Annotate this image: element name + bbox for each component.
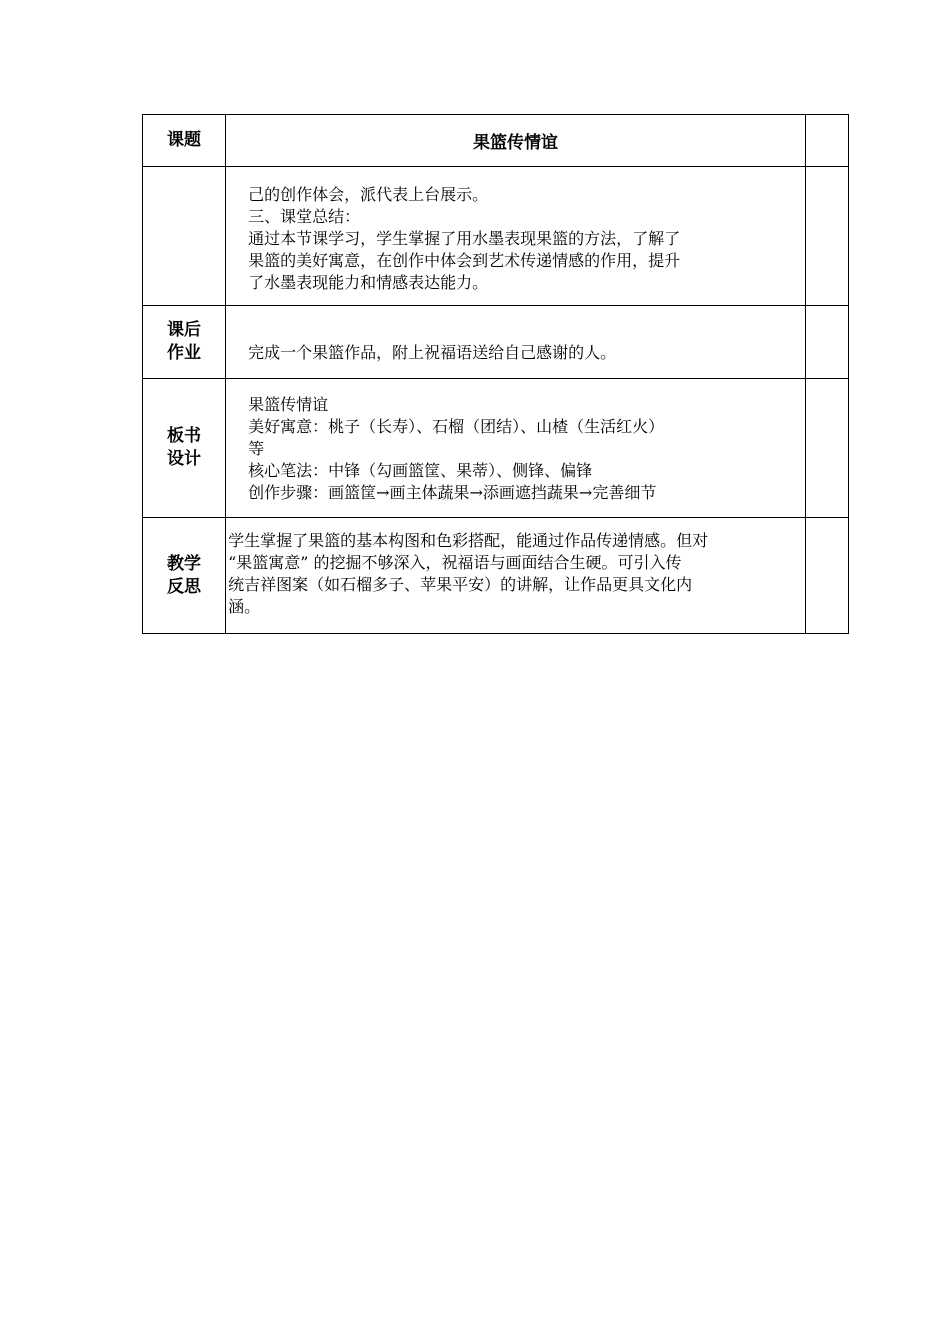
continuation-cell <box>226 167 806 306</box>
reflection-label <box>143 518 226 634</box>
board-line: 美好寓意：桃子（长寿）、石榴（团结）、山楂（生活红火） <box>248 417 665 436</box>
title-row <box>143 115 849 167</box>
reflection-row <box>143 518 849 634</box>
homework-label <box>143 306 226 379</box>
extra-cell <box>805 167 848 306</box>
board-line: 创作步骤：画篮筐→画主体蔬果→添画遮挡蔬果→完善细节 <box>248 483 657 502</box>
lesson-plan-table <box>142 114 849 634</box>
reflection-cell <box>226 518 806 634</box>
board-label-line: 板书 <box>167 426 202 446</box>
continuation-line: 己的创作体会，派代表上台展示。 <box>248 185 489 204</box>
reflection-label-line: 教学 <box>167 553 202 574</box>
continuation-line: 通过本节课学习，学生掌握了用水墨表现果篮的方法，了解了 <box>248 229 681 248</box>
homework-label-line: 作业 <box>167 343 202 363</box>
reflection-line: 统吉祥图案（如石榴多子、苹果平安）的讲解，让作品更具文化内 <box>228 575 693 594</box>
reflection-label-line: 反思 <box>167 576 202 597</box>
homework-label-line: 课后 <box>167 320 202 340</box>
continuation-text <box>226 167 805 294</box>
continuation-line: 果篮的美好寓意，在创作中体会到艺术传递情感的作用，提升 <box>248 251 681 270</box>
continuation-line: 了水墨表现能力和情感表达能力。 <box>248 273 489 292</box>
topic-label: 课题 <box>143 115 226 167</box>
board-label-line: 设计 <box>167 449 202 469</box>
board-label <box>143 379 226 518</box>
lesson-title: 果篮传情谊 <box>226 115 806 167</box>
reflection-line: 涵。 <box>228 597 261 616</box>
empty-label-cell <box>143 167 226 306</box>
extra-cell <box>805 518 848 634</box>
extra-cell <box>805 306 848 379</box>
board-row <box>143 379 849 518</box>
homework-text: 完成一个果篮作品，附上祝福语送给自己感谢的人。 <box>248 343 617 362</box>
reflection-line: 学生掌握了果篮的基本构图和色彩搭配，能通过作品传递情感。但对 <box>228 531 709 550</box>
continuation-row <box>143 167 849 306</box>
homework-row <box>143 306 849 379</box>
board-line: 等 <box>248 439 265 458</box>
board-cell <box>226 379 806 518</box>
extra-cell <box>805 379 848 518</box>
board-line: 果篮传情谊 <box>248 395 329 414</box>
extra-cell <box>805 115 848 167</box>
reflection-line: “果篮寓意” 的挖掘不够深入，祝福语与画面结合生硬。可引入传 <box>228 553 682 572</box>
continuation-line: 三、课堂总结： <box>248 207 361 226</box>
board-line: 核心笔法：中锋（勾画篮筐、果蒂）、侧锋、偏锋 <box>248 461 593 480</box>
homework-cell <box>226 306 806 379</box>
